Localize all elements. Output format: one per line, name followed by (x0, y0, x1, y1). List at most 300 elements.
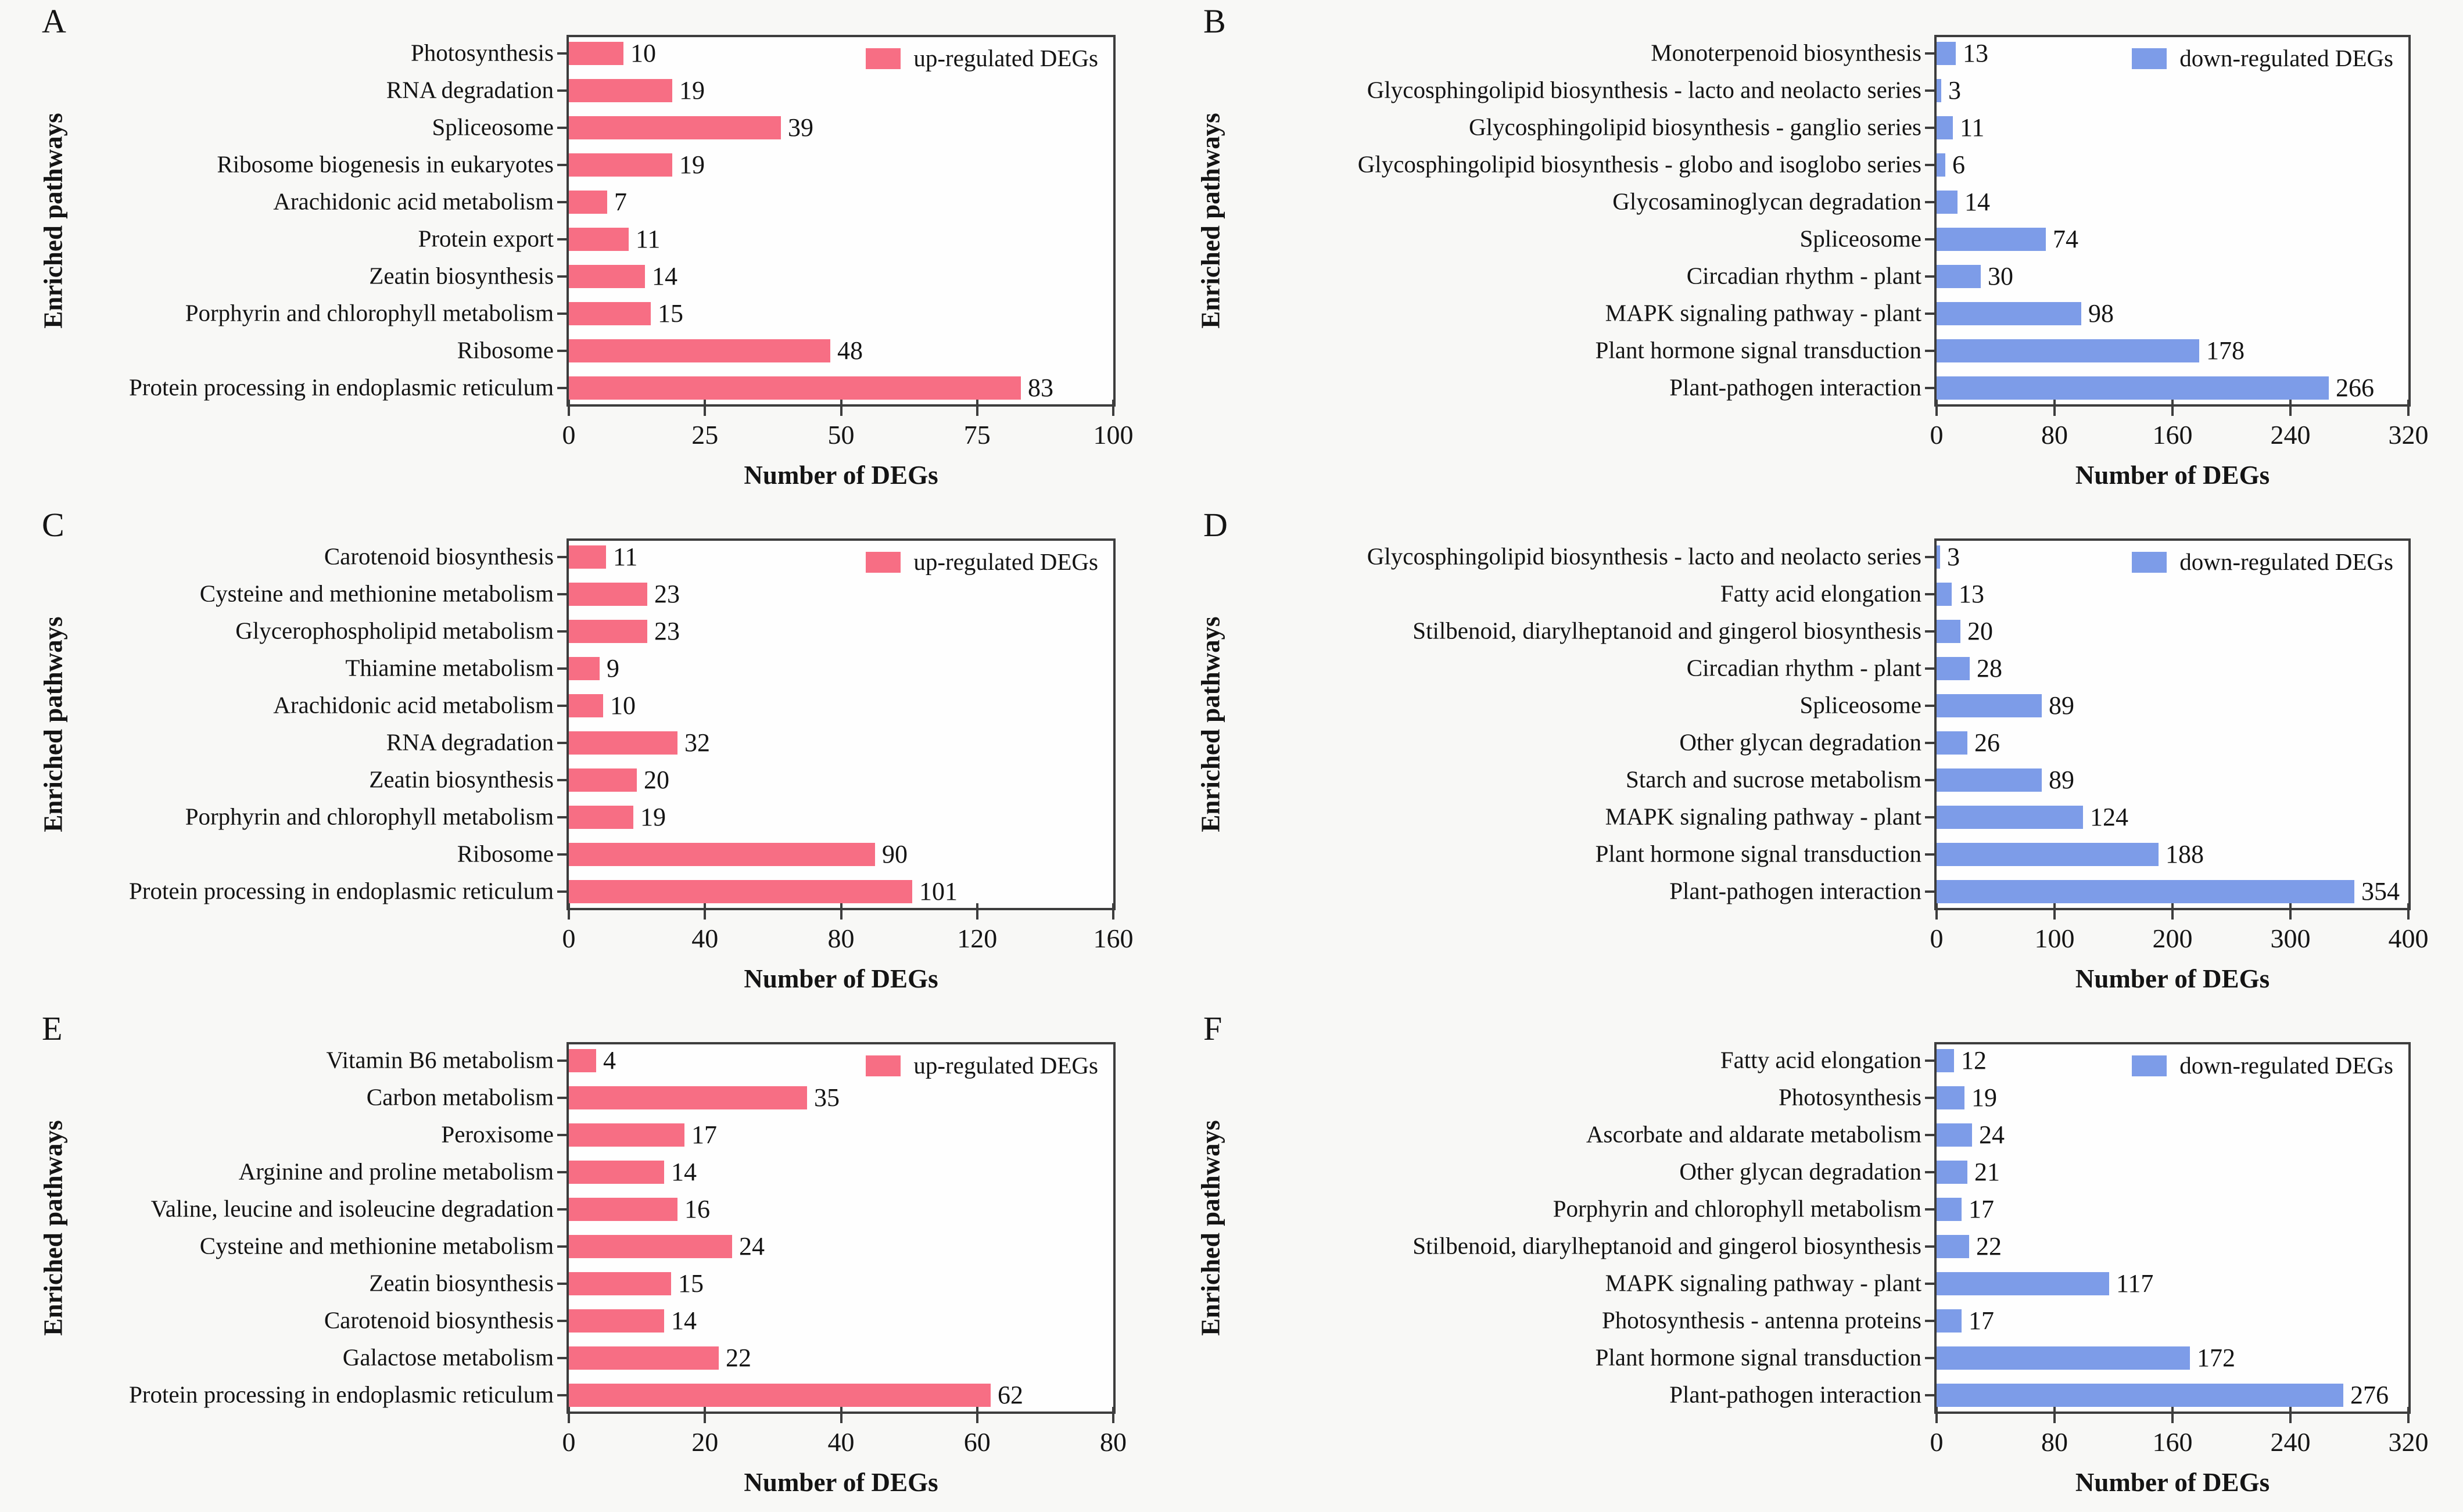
bar (569, 116, 781, 139)
category-label: Photosynthesis (410, 39, 554, 66)
bar (1937, 116, 1953, 139)
bar (569, 191, 607, 214)
value-label: 10 (610, 691, 636, 720)
y-tick (557, 164, 567, 166)
bar (569, 843, 875, 866)
category-label: Porphyrin and chlorophyll metabolism (1553, 1195, 1921, 1222)
category-label: Ribosome (457, 336, 554, 364)
value-label: 24 (1979, 1120, 2005, 1149)
bar (569, 339, 830, 362)
value-label: 89 (2049, 766, 2074, 794)
x-tick (1935, 400, 1938, 416)
bar (1937, 806, 2083, 829)
category-label: Plant hormone signal transduction (1595, 840, 1921, 867)
value-label: 23 (654, 617, 680, 645)
category-label: Thiamine metabolism (345, 654, 554, 681)
category-label: Spliceosome (1799, 691, 1921, 719)
y-tick (557, 1060, 567, 1062)
x-tick (2407, 1407, 2410, 1423)
value-label: 13 (1963, 39, 1988, 67)
legend-swatch (866, 48, 901, 69)
value-label: 3 (1947, 543, 1960, 571)
value-label: 74 (2053, 225, 2078, 253)
y-tick (1925, 201, 1934, 203)
y-tick (1925, 1060, 1934, 1062)
legend (2132, 1054, 2393, 1078)
bar (1937, 1309, 1962, 1333)
x-tick-label: 120 (957, 924, 998, 953)
bar (569, 1049, 596, 1072)
x-tick (568, 1407, 570, 1423)
x-tick (840, 400, 842, 416)
value-label: 19 (1971, 1083, 1997, 1112)
y-tick (557, 275, 567, 278)
y-tick (1925, 630, 1934, 633)
bar (1937, 1346, 2190, 1370)
value-label: 14 (671, 1158, 697, 1186)
bar (569, 1161, 664, 1184)
x-tick-label: 75 (963, 420, 991, 450)
category-label: Porphyrin and chlorophyll metabolism (185, 299, 554, 326)
x-tick (2053, 400, 2056, 416)
category-label: Circadian rhythm - plant (1686, 654, 1921, 681)
y-tick (1925, 1320, 1934, 1322)
category-label: Cysteine and methionine metabolism (199, 1232, 554, 1259)
bar (1937, 1086, 1964, 1109)
bar (1937, 1272, 2109, 1295)
legend-label: up-regulated DEGs (913, 548, 1098, 575)
x-tick (2053, 903, 2056, 920)
category-label: Photosynthesis (1778, 1083, 1921, 1111)
value-label: 4 (603, 1046, 616, 1075)
x-axis-title: Number of DEGs (2075, 1468, 2270, 1497)
value-label: 90 (882, 840, 908, 868)
x-tick (2171, 1407, 2174, 1423)
legend (866, 550, 1098, 574)
bar (1937, 657, 1970, 680)
category-label: Starch and sucrose metabolism (1626, 766, 1921, 793)
legend-swatch (2132, 552, 2167, 573)
y-axis-title: Enriched pathways (38, 113, 68, 329)
legend-label: up-regulated DEGs (913, 45, 1098, 71)
bar (1937, 620, 1960, 643)
x-tick-label: 300 (2270, 924, 2311, 953)
category-label: Zeatin biosynthesis (369, 262, 554, 289)
legend-label: up-regulated DEGs (913, 1052, 1098, 1079)
value-label: 188 (2166, 840, 2204, 868)
y-tick (1925, 816, 1934, 818)
category-label: Fatty acid elongation (1720, 1046, 1921, 1073)
value-label: 178 (2206, 336, 2245, 365)
category-label: Carbon metabolism (366, 1083, 554, 1111)
legend (2132, 550, 2393, 574)
x-tick-label: 80 (2041, 420, 2068, 450)
bar (1937, 1161, 1967, 1184)
bar (1937, 583, 1952, 606)
bar (1937, 302, 2081, 325)
x-tick-label: 160 (2152, 1427, 2193, 1457)
bar (569, 228, 629, 251)
bar (569, 153, 672, 177)
x-tick-label: 25 (691, 420, 719, 450)
value-label: 14 (671, 1306, 697, 1335)
panel-d (1196, 504, 2463, 1007)
x-tick-label: 400 (2388, 924, 2429, 953)
y-tick (1925, 1097, 1934, 1099)
bar (1937, 1198, 1962, 1221)
x-tick-label: 160 (1093, 924, 1134, 953)
y-axis-title: Enriched pathways (1196, 1120, 1225, 1336)
value-label: 23 (654, 580, 680, 608)
bar (569, 302, 651, 325)
value-label: 39 (788, 113, 813, 142)
value-label: 117 (2116, 1269, 2154, 1298)
legend-swatch (2132, 1055, 2167, 1076)
value-label: 17 (1969, 1306, 1994, 1335)
category-label: RNA degradation (386, 76, 554, 103)
y-tick (1925, 1208, 1934, 1211)
category-label: Stilbenoid, diarylheptanoid and gingerol biosynthesis (1412, 1232, 1921, 1259)
value-label: 14 (652, 262, 677, 290)
value-label: 15 (678, 1269, 704, 1298)
x-tick-label: 160 (2152, 420, 2193, 450)
y-tick (557, 1245, 567, 1248)
category-label: MAPK signaling pathway - plant (1605, 1269, 1921, 1296)
x-tick (2289, 903, 2292, 920)
bar (569, 79, 672, 102)
y-tick (557, 127, 567, 129)
x-tick-label: 0 (1930, 420, 1944, 450)
y-tick (557, 593, 567, 595)
bar (1937, 1049, 1954, 1072)
bar (1937, 376, 2329, 400)
bar (569, 657, 600, 680)
category-label: Valine, leucine and isoleucine degradation (150, 1195, 554, 1222)
x-tick-label: 50 (827, 420, 855, 450)
bar (569, 376, 1021, 400)
y-tick (557, 890, 567, 893)
y-tick (557, 201, 567, 203)
x-tick (1935, 903, 1938, 920)
y-tick (557, 89, 567, 92)
category-label: Plant hormone signal transduction (1595, 336, 1921, 364)
legend-swatch (866, 1055, 901, 1076)
x-tick (1112, 400, 1114, 416)
y-tick (1925, 705, 1934, 707)
value-label: 19 (679, 76, 705, 105)
value-label: 266 (2336, 373, 2374, 402)
category-label: Zeatin biosynthesis (369, 766, 554, 793)
y-axis-title: Enriched pathways (38, 1120, 68, 1336)
category-label: Other glycan degradation (1679, 1158, 1921, 1185)
x-tick-label: 80 (827, 924, 855, 953)
value-label: 15 (658, 299, 683, 328)
y-tick (1925, 1171, 1934, 1173)
panel-e (0, 1007, 1231, 1511)
bar (569, 545, 606, 569)
y-tick (1925, 1357, 1934, 1359)
x-tick (704, 903, 706, 920)
x-tick-label: 80 (2041, 1427, 2068, 1457)
y-tick (1925, 742, 1934, 744)
x-tick (2407, 903, 2410, 920)
x-tick-label: 100 (2034, 924, 2075, 953)
y-tick (557, 52, 567, 55)
x-tick (2171, 903, 2174, 920)
bar (1937, 191, 1958, 214)
y-tick (1925, 779, 1934, 781)
bar (1937, 339, 2199, 362)
y-tick (1925, 1283, 1934, 1285)
y-tick (1925, 387, 1934, 389)
value-label: 17 (1969, 1195, 1994, 1223)
y-tick (1925, 667, 1934, 670)
x-tick (840, 1407, 842, 1423)
value-label: 26 (1974, 728, 2000, 757)
bar (569, 694, 603, 717)
value-label: 17 (691, 1120, 717, 1149)
panel-a-letter: A (42, 2, 66, 40)
y-tick (557, 1320, 567, 1322)
bar (1937, 843, 2159, 866)
panel-c-letter: C (42, 506, 64, 544)
y-tick (1925, 238, 1934, 240)
y-tick (1925, 1394, 1934, 1396)
x-tick-label: 20 (691, 1427, 719, 1457)
panel-e-letter: E (42, 1010, 63, 1047)
y-tick (1925, 52, 1934, 55)
category-label: Plant-pathogen interaction (1669, 1381, 1921, 1408)
y-tick (1925, 89, 1934, 92)
y-tick (557, 1283, 567, 1285)
x-tick (1935, 1407, 1938, 1423)
category-label: Glycerophospholipid metabolism (235, 617, 554, 644)
y-tick (1925, 1134, 1934, 1136)
y-tick (557, 238, 567, 240)
category-label: Arachidonic acid metabolism (273, 691, 554, 719)
value-label: 48 (837, 336, 863, 365)
legend-label: down-regulated DEGs (2179, 548, 2393, 575)
panel-a (0, 0, 1231, 504)
x-axis-title: Number of DEGs (744, 964, 938, 993)
value-label: 30 (1988, 262, 2013, 290)
x-axis-title: Number of DEGs (744, 461, 938, 490)
category-label: Protein processing in endoplasmic reticulum (128, 373, 554, 401)
x-tick-label: 0 (1930, 924, 1944, 953)
legend (866, 46, 1098, 70)
y-axis-title: Enriched pathways (1196, 616, 1225, 832)
y-tick (1925, 593, 1934, 595)
x-tick (976, 903, 978, 920)
bar (569, 1346, 719, 1370)
value-label: 83 (1028, 373, 1053, 402)
legend (866, 1054, 1098, 1078)
value-label: 22 (1976, 1232, 2002, 1260)
y-tick (1925, 350, 1934, 352)
y-tick (557, 1171, 567, 1173)
x-tick (2407, 400, 2410, 416)
x-tick-label: 0 (1930, 1427, 1944, 1457)
category-label: Carotenoid biosynthesis (324, 543, 554, 570)
value-label: 89 (2049, 691, 2074, 720)
x-tick (704, 400, 706, 416)
y-tick (557, 630, 567, 633)
value-label: 9 (607, 654, 619, 683)
bar (1937, 880, 2354, 903)
category-label: Ribosome (457, 840, 554, 867)
y-tick (1925, 556, 1934, 558)
value-label: 22 (726, 1344, 751, 1372)
y-tick (557, 556, 567, 558)
y-tick (1925, 127, 1934, 129)
category-label: Porphyrin and chlorophyll metabolism (185, 803, 554, 830)
y-tick (557, 350, 567, 352)
y-tick (1925, 853, 1934, 856)
x-tick (976, 1407, 978, 1423)
legend (2132, 46, 2393, 70)
category-label: Glycosphingolipid biosynthesis - lacto and neolacto series (1367, 76, 1921, 103)
bar (1937, 694, 2042, 717)
bar (569, 768, 637, 792)
x-tick-label: 0 (562, 924, 576, 953)
y-tick (557, 853, 567, 856)
y-tick (557, 1394, 567, 1396)
category-label: Cysteine and methionine metabolism (199, 580, 554, 607)
x-tick-label: 240 (2270, 420, 2311, 450)
bar (1937, 228, 2046, 251)
value-label: 124 (2090, 803, 2128, 831)
value-label: 6 (1952, 150, 1965, 179)
value-label: 11 (613, 543, 638, 571)
x-tick-label: 40 (827, 1427, 855, 1457)
y-tick (557, 1357, 567, 1359)
legend-label: down-regulated DEGs (2179, 1052, 2393, 1079)
y-tick (1925, 164, 1934, 166)
y-tick (1925, 313, 1934, 315)
x-tick-label: 40 (691, 924, 719, 953)
x-tick-label: 240 (2270, 1427, 2311, 1457)
category-label: Spliceosome (1799, 225, 1921, 252)
category-label: Protein export (418, 225, 554, 252)
value-label: 10 (630, 39, 656, 67)
value-label: 98 (2088, 299, 2114, 328)
value-label: 12 (1961, 1046, 1987, 1075)
category-label: Glycosphingolipid biosynthesis - globo and isoglobo series (1357, 150, 1921, 178)
value-label: 14 (1964, 188, 1990, 216)
category-label: Ribosome biogenesis in eukaryotes (217, 150, 554, 178)
bar (1937, 1235, 1969, 1258)
legend-swatch (2132, 48, 2167, 69)
bar (569, 806, 633, 829)
bar (569, 1384, 991, 1407)
value-label: 24 (739, 1232, 765, 1260)
panel-f (1196, 1007, 2463, 1511)
value-label: 101 (919, 877, 958, 906)
value-label: 20 (644, 766, 669, 794)
category-label: Protein processing in endoplasmic reticulum (128, 877, 554, 904)
category-label: RNA degradation (386, 728, 554, 756)
category-label: Plant hormone signal transduction (1595, 1344, 1921, 1371)
bar (569, 731, 677, 755)
category-label: Plant-pathogen interaction (1669, 373, 1921, 401)
category-label: Arachidonic acid metabolism (273, 188, 554, 215)
y-tick (557, 387, 567, 389)
category-label: Glycosphingolipid biosynthesis - lacto and neolacto series (1367, 543, 1921, 570)
value-label: 62 (998, 1381, 1023, 1409)
x-tick (1112, 1407, 1114, 1423)
value-label: 21 (1974, 1158, 2000, 1186)
value-label: 16 (684, 1195, 710, 1223)
y-tick (557, 1097, 567, 1099)
x-tick (2289, 400, 2292, 416)
y-tick (1925, 1245, 1934, 1248)
bar (569, 1309, 664, 1333)
bar (1937, 79, 1941, 102)
x-tick-label: 0 (562, 1427, 576, 1457)
value-label: 32 (684, 728, 710, 757)
value-label: 11 (636, 225, 661, 253)
bar (569, 1272, 671, 1295)
bar (1937, 265, 1981, 288)
category-label: Monoterpenoid biosynthesis (1651, 39, 1921, 66)
value-label: 11 (1960, 113, 1985, 142)
bar (1937, 731, 1967, 755)
category-label: Stilbenoid, diarylheptanoid and gingerol biosynthesis (1412, 617, 1921, 644)
x-tick (2053, 1407, 2056, 1423)
category-label: Fatty acid elongation (1720, 580, 1921, 607)
bar (1937, 1123, 1972, 1147)
x-tick-label: 0 (562, 420, 576, 450)
category-label: Photosynthesis - antenna proteins (1601, 1306, 1921, 1334)
panel-b (1196, 0, 2463, 504)
category-label: Circadian rhythm - plant (1686, 262, 1921, 289)
bar (569, 1123, 684, 1147)
category-label: Protein processing in endoplasmic reticulum (128, 1381, 554, 1408)
category-label: Glycosphingolipid biosynthesis - ganglio series (1469, 113, 1921, 141)
x-tick-label: 200 (2152, 924, 2193, 953)
category-label: Carotenoid biosynthesis (324, 1306, 554, 1334)
value-label: 28 (1977, 654, 2002, 683)
category-label: Arginine and proline metabolism (238, 1158, 554, 1185)
value-label: 3 (1948, 76, 1961, 105)
value-label: 276 (2350, 1381, 2389, 1409)
bar (569, 880, 912, 903)
y-axis-title: Enriched pathways (38, 616, 68, 832)
bar (569, 583, 647, 606)
panel-f-letter: F (1203, 1010, 1222, 1047)
bar (1937, 1384, 2343, 1407)
y-tick (557, 742, 567, 744)
bar (569, 1086, 807, 1109)
panel-b-letter: B (1203, 2, 1226, 40)
x-tick (568, 903, 570, 920)
y-tick (557, 1208, 567, 1211)
category-label: MAPK signaling pathway - plant (1605, 803, 1921, 830)
category-label: Other glycan degradation (1679, 728, 1921, 756)
value-label: 19 (679, 150, 705, 179)
category-label: Plant-pathogen interaction (1669, 877, 1921, 904)
x-tick (2289, 1407, 2292, 1423)
value-label: 172 (2197, 1344, 2235, 1372)
x-axis-title: Number of DEGs (2075, 964, 2270, 993)
panel-d-letter: D (1203, 506, 1228, 544)
y-tick (557, 779, 567, 781)
x-tick (568, 400, 570, 416)
category-label: Peroxisome (441, 1120, 554, 1148)
x-tick (976, 400, 978, 416)
bar (569, 42, 623, 65)
bar (569, 1235, 732, 1258)
